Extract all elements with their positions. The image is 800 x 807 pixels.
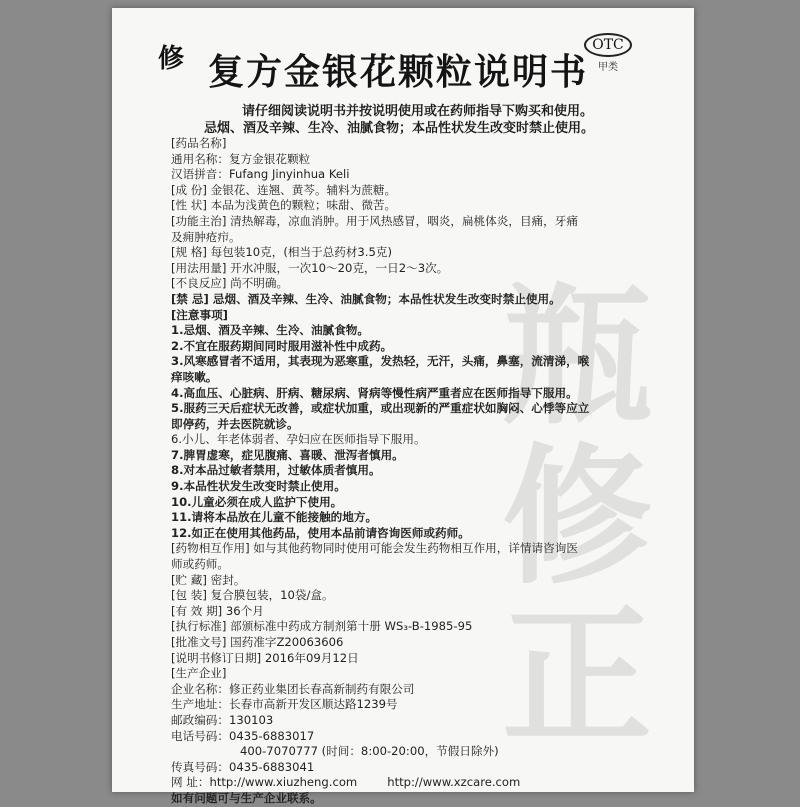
company-row [171, 682, 649, 698]
revision-value: 2016年09月12日 [264, 650, 359, 665]
address-row [171, 697, 649, 713]
precaution-item: 6.小儿、年老体弱者、孕妇应在医师指导下服用。 [171, 432, 426, 447]
pinyin-label: 汉语拼音： [171, 167, 229, 182]
appearance-value: 本品为浅黄色的颗粒；味甜、微苦。 [210, 198, 397, 213]
dosage-value: 开水冲服，一次10～20克，一日2～3次。 [230, 260, 449, 275]
approval-value: 国药准字Z20063606 [230, 635, 344, 649]
precaution-item-cont: 痒咳嗽。 [171, 369, 218, 384]
package-label: [包 装] [171, 588, 207, 603]
precaution-item: 12.如正在使用其他药品，使用本品前请咨询医师或药师。 [171, 525, 470, 540]
phone-value-1: 0435-6883017 [228, 728, 315, 743]
approval-label: [批准文号] [171, 635, 227, 649]
postcode-value: 130103 [228, 712, 274, 727]
storage-row [171, 573, 649, 589]
leaflet-body [171, 136, 649, 807]
company-label: 企业名称： [171, 681, 229, 696]
phone-row [171, 729, 649, 745]
ingredients-value: 金银花、连翘、黄芩。辅料为蔗糖。 [210, 182, 397, 197]
contraindications-row [171, 292, 649, 308]
fax-row [171, 760, 649, 776]
pinyin-row [171, 167, 649, 183]
appearance-row [171, 198, 649, 214]
adverse-value: 尚不明确。 [230, 276, 289, 291]
generic-name-label: 通用名称： [171, 151, 229, 166]
spec-label: [规 格] [171, 245, 207, 260]
brand-logo [158, 38, 186, 74]
adverse-row [171, 276, 649, 292]
precaution-item: 3.风寒感冒者不适用，其表现为恶寒重，发热轻，无汗，头痛，鼻塞，流清涕，喉 [171, 354, 590, 369]
phone-label: 电话号码： [171, 728, 229, 743]
website-link-2[interactable]: http://www.xzcare.com [387, 775, 521, 790]
phone-row-2 [171, 744, 649, 760]
storage-value: 密封。 [210, 572, 246, 587]
appearance-label: [性 状] [171, 198, 207, 213]
otc-badge: OTC [584, 33, 632, 57]
storage-label: [贮 藏] [171, 572, 207, 587]
precaution-item-cont: 即停药，并去医院就诊。 [171, 416, 299, 431]
otc-category: 甲类 [598, 62, 618, 73]
section-heading-drug-name: [药品名称] [171, 136, 227, 150]
section-heading-precautions: [注意事项] [171, 307, 228, 322]
watermark-logo: 瓶 修正 [501, 271, 652, 765]
spec-value: 每包装10克，(相当于总药材3.5克) [210, 245, 392, 260]
precaution-item: 5.服药三天后症状无改善，或症状加重，或出现新的严重症状如胸闷、心悸等应立 [171, 401, 590, 416]
pinyin-value: Fufang Jinyinhua Keli [228, 167, 350, 182]
footer-contact-note: 如有问题可与生产企业联系。 [171, 790, 322, 805]
indications-row-cont: 及痈肿疮疖。 [171, 229, 241, 244]
address-value: 长春市高新开发区顺达路1239号 [228, 697, 398, 712]
indications-label: [功能主治] [171, 213, 227, 228]
standard-value: 部颁标准中药成方制剂第十册 WS₃-B-1985-95 [230, 619, 473, 634]
address-label: 生产地址： [171, 697, 229, 712]
indications-value-1: 清热解毒，凉血消肿。用于风热感冒，咽炎，扁桃体炎，目痛，牙痛 [230, 213, 578, 228]
fax-value: 0435-6883041 [228, 759, 315, 774]
postcode-label: 邮政编码： [171, 712, 229, 727]
dosage-row [171, 261, 649, 277]
interaction-row [171, 541, 649, 557]
precaution-item: 1.忌烟、酒及辛辣、生冷、油腻食物。 [171, 323, 369, 338]
approval-row [171, 635, 649, 651]
adverse-label: [不良反应] [171, 276, 227, 291]
contraindications-value: 忌烟、酒及辛辣、生冷、油腻食物；本品性状发生改变时禁止使用。 [212, 291, 561, 306]
interaction-value-1: 如与其他药物同时使用可能会发生药物相互作用，详情请咨询医 [253, 541, 578, 556]
document-title: 复方金银花颗粒说明书 [208, 52, 589, 93]
validity-value: 36个月 [225, 603, 264, 618]
revision-label: [说明书修订日期] [171, 650, 262, 665]
generic-name-value: 复方金银花颗粒 [228, 151, 311, 166]
standard-label: [执行标准] [171, 619, 227, 634]
revision-row [171, 651, 649, 667]
precaution-item: 8.对本品过敏者禁用，过敏体质者慎用。 [171, 463, 381, 478]
leaflet-sheet [112, 8, 694, 805]
brand-logo-text: 修 [158, 44, 185, 74]
website-row [171, 775, 649, 791]
package-row [171, 588, 649, 604]
standard-row [171, 619, 649, 635]
interaction-row-cont: 师或药师。 [171, 557, 229, 572]
website-label: 网 址： [171, 775, 210, 790]
postcode-row [171, 713, 649, 729]
dosage-label: [用法用量] [171, 260, 227, 275]
validity-label: [有 效 期] [171, 603, 223, 618]
ingredients-label: [成 份] [171, 182, 207, 197]
precaution-item: 4.高血压、心脏病、肝病、糖尿病、肾病等慢性病严重者应在医师指导下服用。 [171, 385, 578, 400]
precaution-item: 9.本品性状发生改变时禁止使用。 [171, 479, 346, 494]
contraindications-label: [禁 忌] [171, 291, 209, 306]
precaution-item: 11.请将本品放在儿童不能接触的地方。 [171, 510, 378, 525]
precaution-item: 10.儿童必须在成人监护下使用。 [171, 494, 343, 509]
package-value: 复合膜包装，10袋/盒。 [210, 588, 334, 603]
interaction-label: [药物相互作用] [171, 541, 250, 556]
validity-row [171, 604, 649, 620]
generic-name-row [171, 152, 649, 168]
phone-value-2: 400-7070777 (时间：8:00-20:00，节假日除外) [240, 744, 499, 759]
fax-label: 传真号码： [171, 759, 229, 774]
warning-line-2: 忌烟、酒及辛辣、生冷、油腻食物；本品性状发生改变时禁止使用。 [204, 121, 595, 136]
warning-line-1: 请仔细阅读说明书并按说明使用或在药师指导下购买和使用。 [242, 104, 594, 119]
website-link-1[interactable]: http://www.xiuzheng.com [209, 775, 358, 790]
company-value: 修正药业集团长春高新制药有限公司 [228, 681, 415, 696]
precaution-item: 7.脾胃虚寒，症见腹痛、喜暖、泄泻者慎用。 [171, 447, 404, 462]
indications-row [171, 214, 649, 230]
ingredients-row [171, 183, 649, 199]
precaution-item: 2.不宜在服药期间同时服用滋补性中成药。 [171, 338, 393, 353]
spec-row [171, 245, 649, 261]
header [112, 8, 694, 93]
section-heading-manufacturer: [生产企业] [171, 666, 227, 681]
